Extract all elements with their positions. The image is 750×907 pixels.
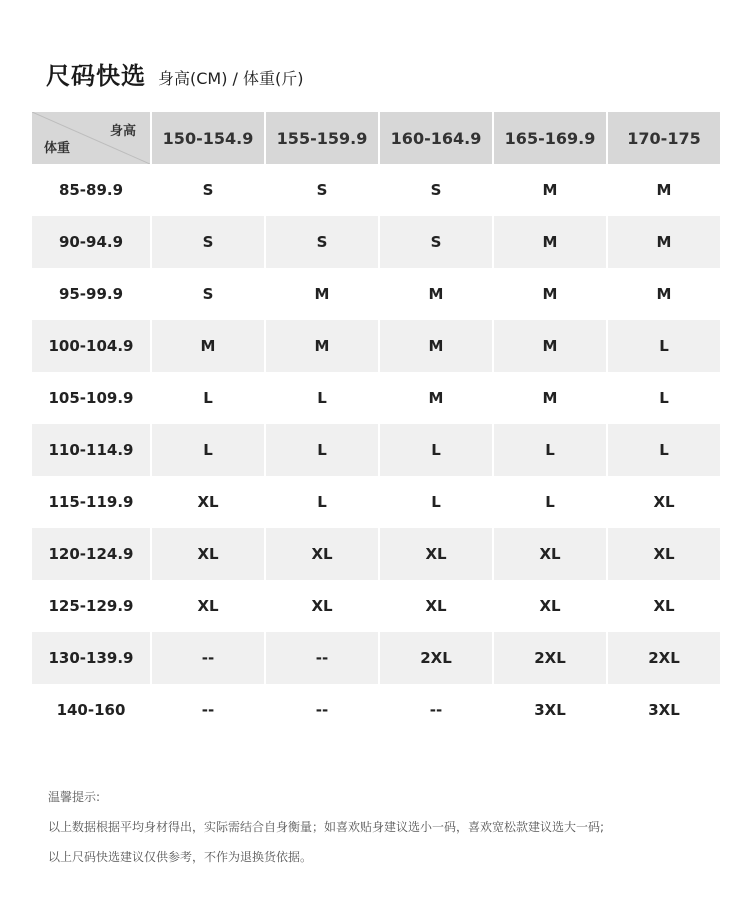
size-cell: M: [494, 320, 606, 372]
size-cell: M: [266, 320, 378, 372]
size-cell: M: [152, 320, 264, 372]
size-cell: XL: [266, 528, 378, 580]
size-cell: S: [430, 181, 442, 199]
size-cell: M: [380, 320, 492, 372]
size-cell: M: [542, 285, 558, 303]
size-cell: L: [317, 493, 327, 511]
row-label: 85-89.9: [58, 181, 124, 199]
column-header: 150-154.9: [152, 112, 264, 164]
row-label: 110-114.9: [32, 424, 150, 476]
row-label: 130-139.9: [32, 632, 150, 684]
row-label: 115-119.9: [48, 493, 134, 511]
size-cell: L: [545, 493, 555, 511]
column-header: 170-175: [608, 112, 720, 164]
notes-section: [48, 782, 604, 872]
size-table: [32, 112, 720, 736]
size-cell: M: [494, 216, 606, 268]
size-cell: XL: [425, 597, 447, 615]
size-cell: 3XL: [534, 701, 566, 719]
size-cell: XL: [494, 528, 606, 580]
size-cell: XL: [311, 597, 333, 615]
size-cell: 2XL: [608, 632, 720, 684]
size-cell: L: [203, 389, 213, 407]
size-cell: L: [608, 320, 720, 372]
column-header: 160-164.9: [380, 112, 492, 164]
size-cell: M: [428, 389, 444, 407]
table-corner-header: [32, 112, 150, 164]
page-title: 尺码快选: [46, 62, 146, 90]
size-cell: S: [202, 181, 214, 199]
notes-line-2: 以上尺码快选建议仅供参考，不作为退换货依据。: [48, 850, 313, 864]
size-cell: XL: [539, 597, 561, 615]
page-subtitle: 身高(CM) / 体重(斤): [158, 69, 304, 88]
size-cell: L: [380, 424, 492, 476]
size-cell: --: [266, 632, 378, 684]
corner-height-label: 身高: [109, 124, 136, 139]
size-cell: --: [429, 701, 443, 719]
size-cell: 2XL: [380, 632, 492, 684]
row-label: 105-109.9: [48, 389, 134, 407]
size-cell: XL: [653, 597, 675, 615]
size-cell: L: [317, 389, 327, 407]
size-cell: L: [608, 424, 720, 476]
size-cell: S: [202, 285, 214, 303]
corner-weight-label: 体重: [44, 141, 71, 156]
size-cell: L: [494, 424, 606, 476]
row-label: 95-99.9: [58, 285, 124, 303]
size-cell: S: [266, 216, 378, 268]
size-cell: --: [152, 632, 264, 684]
size-cell: 3XL: [648, 701, 680, 719]
size-cell: XL: [197, 597, 219, 615]
size-cell: L: [659, 389, 669, 407]
size-cell: --: [201, 701, 215, 719]
row-label: 100-104.9: [32, 320, 150, 372]
size-cell: L: [152, 424, 264, 476]
size-cell: M: [542, 389, 558, 407]
size-cell: M: [608, 216, 720, 268]
column-header: 165-169.9: [494, 112, 606, 164]
size-cell: M: [656, 181, 672, 199]
size-cell: 2XL: [494, 632, 606, 684]
chart-title: [46, 56, 304, 91]
row-label: 140-160: [56, 701, 126, 719]
size-cell: XL: [380, 528, 492, 580]
size-cell: S: [380, 216, 492, 268]
column-header: 155-159.9: [266, 112, 378, 164]
size-cell: S: [316, 181, 328, 199]
row-label: 120-124.9: [32, 528, 150, 580]
size-cell: XL: [608, 528, 720, 580]
size-cell: M: [314, 285, 330, 303]
size-cell: M: [542, 181, 558, 199]
size-cell: S: [152, 216, 264, 268]
size-cell: XL: [653, 493, 675, 511]
size-cell: XL: [197, 493, 219, 511]
size-cell: --: [315, 701, 329, 719]
notes-heading: 温馨提示:: [48, 790, 101, 804]
size-cell: L: [266, 424, 378, 476]
row-label: 90-94.9: [32, 216, 150, 268]
size-cell: L: [431, 493, 441, 511]
size-cell: XL: [152, 528, 264, 580]
size-cell: M: [656, 285, 672, 303]
notes-line-1: 以上数据根据平均身材得出，实际需结合自身衡量；如喜欢贴身建议选小一码，喜欢宽松款建议选大一码;: [48, 820, 605, 834]
size-cell: M: [428, 285, 444, 303]
row-label: 125-129.9: [48, 597, 134, 615]
